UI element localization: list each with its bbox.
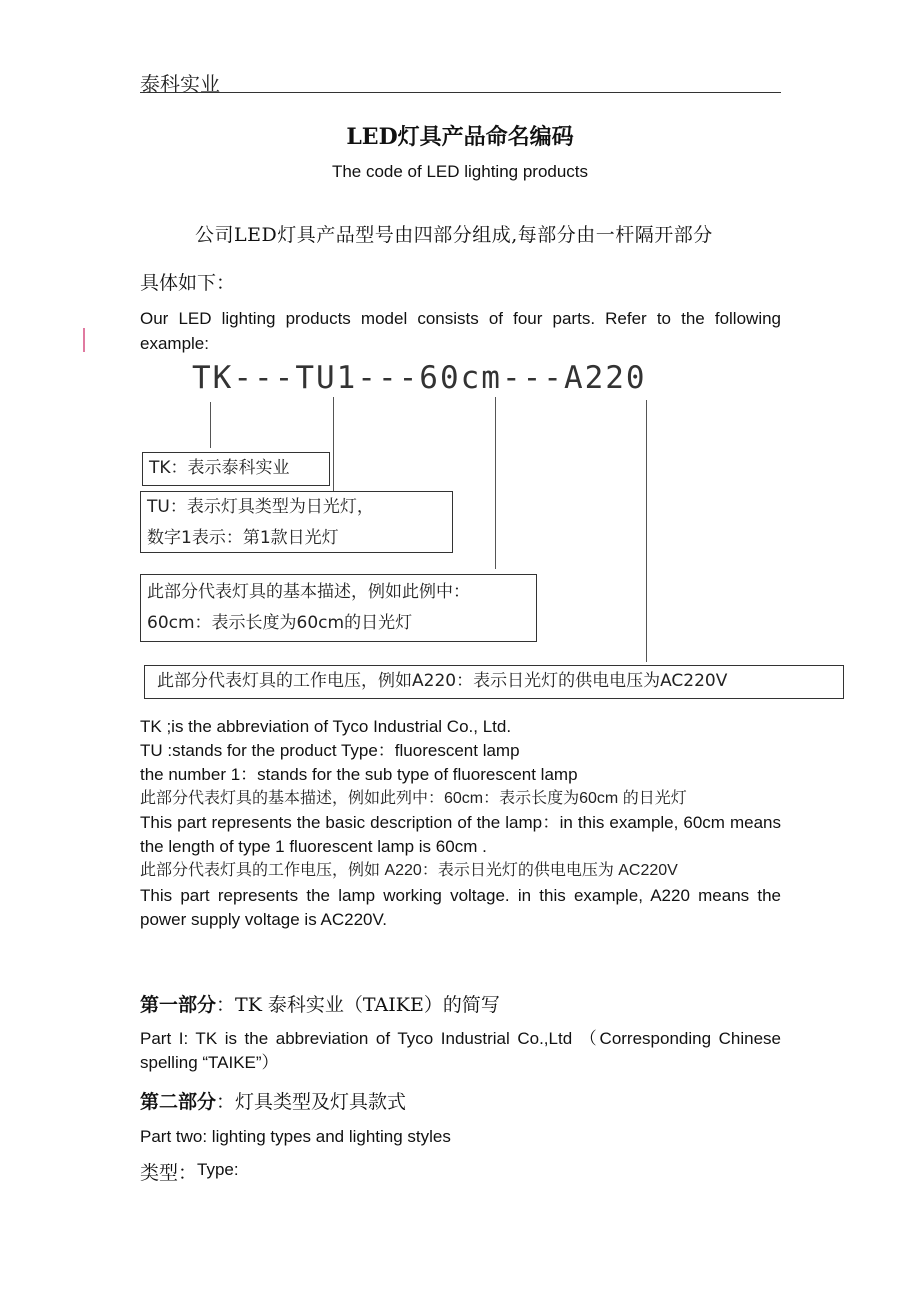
annotation-tu-line-1: TU：表示灯具类型为日光灯， bbox=[147, 497, 374, 517]
intro-english: Our LED lighting products model consists of four parts. Refer to the following example: bbox=[140, 309, 781, 353]
section-1-heading-label: 第一部分 bbox=[140, 995, 217, 1016]
annotation-length-line-2: 60cm：表示长度为60cm的日光灯 bbox=[147, 613, 413, 633]
type-label-en: Type: bbox=[197, 1160, 239, 1179]
type-label-cn: 类型： bbox=[140, 1162, 198, 1184]
explanation-voltage-cn: 此部分代表灯具的工作电压，例如 A220：表示日光灯的供电电压为 AC220V bbox=[140, 862, 678, 879]
section-1-heading bbox=[140, 990, 500, 1017]
annotation-box-tu bbox=[140, 491, 453, 553]
explanation-tu: TU :stands for the product Type：fluorescent lamp bbox=[140, 741, 520, 760]
annotation-voltage-line-1: 此部分代表灯具的工作电压，例如A220：表示日光灯的供电电压为AC220V bbox=[157, 671, 728, 691]
connector-length bbox=[495, 397, 496, 569]
document-subtitle: The code of LED lighting products bbox=[331, 162, 589, 181]
model-code-example: TK---TU1---60cm---A220 bbox=[192, 360, 647, 396]
text-cursor-marker bbox=[83, 328, 85, 352]
explanation-length-cn: 此部分代表灯具的基本描述，例如此列中：60cm：表示长度为60cm 的日光灯 bbox=[140, 790, 687, 807]
explanation-length-en: This part represents the basic description of the lamp：in this example, 60cm means the length of type 1 fluorescent lamp is 60cm . bbox=[140, 813, 781, 856]
type-label bbox=[140, 1158, 239, 1185]
connector-tu bbox=[333, 397, 334, 492]
intro-chinese-line-1: 公司LED灯具产品型号由四部分组成,每部分由一杆隔开部分 bbox=[195, 224, 713, 246]
annotation-box-length bbox=[140, 574, 537, 642]
explanation-voltage-en: This part represents the lamp working voltage. in this example, A220 means the power supply voltage is AC220V. bbox=[140, 886, 781, 929]
explanation-number: the number 1：stands for the sub type of fluorescent lamp bbox=[140, 765, 578, 784]
annotation-tk-line-1: TK：表示泰科实业 bbox=[149, 458, 290, 478]
annotation-box-voltage bbox=[144, 665, 844, 699]
section-2-heading-text: ：灯具类型及灯具款式 bbox=[216, 1091, 407, 1113]
connector-voltage bbox=[646, 400, 647, 662]
explanation-tk: TK ;is the abbreviation of Tyco Industrial Co., Ltd. bbox=[140, 717, 512, 736]
connector-tk bbox=[210, 402, 211, 448]
annotation-length-line-1: 此部分代表灯具的基本描述，例如此例中： bbox=[147, 582, 470, 602]
section-2-heading-label: 第二部分 bbox=[140, 1092, 217, 1113]
document-header-company: 泰科实业 bbox=[140, 72, 220, 96]
section-1-heading-text: ：TK 泰科实业（TAIKE）的简写 bbox=[216, 994, 500, 1016]
section-2-heading bbox=[140, 1087, 406, 1114]
section-1-english: Part I: TK is the abbreviation of Tyco Industrial Co.,Ltd （Corresponding Chinese spelling “TAIKE”） bbox=[140, 1029, 781, 1072]
annotation-tu-line-2: 数字1表示：第1款日光灯 bbox=[147, 528, 339, 548]
document-title: LED灯具产品命名编码 bbox=[346, 124, 574, 150]
section-2-english: Part two: lighting types and lighting styles bbox=[140, 1127, 451, 1146]
annotation-box-tk bbox=[142, 452, 330, 486]
intro-chinese-line-2: 具体如下： bbox=[140, 272, 236, 294]
header-divider bbox=[140, 92, 781, 93]
